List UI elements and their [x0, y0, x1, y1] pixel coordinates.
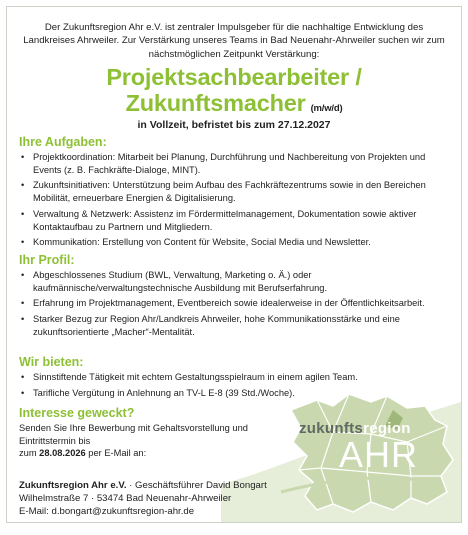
job-title — [7, 64, 461, 122]
ceo-name: · Geschäftsführer David Bongart — [129, 480, 267, 491]
section-heading: Ihr Profil: — [19, 253, 75, 267]
email-address: E-Mail: d.bongart@zukunftsregion-ahr.de — [19, 506, 195, 517]
section-heading: Ihre Aufgaben: — [19, 135, 107, 149]
section-heading: Wir bieten: — [19, 355, 84, 369]
intro-text: Der Zukunftsregion Ahr e.V. ist zentraler Impulsgeber für die nachhaltige Entwicklung des Landkreises Ahrweiler. Zur Verstärkung unseres Teams in Bad Neuenahr-Ahrweiler suchen wir zum nächstmöglichen Zeitpunkt Verstärkung: — [23, 22, 445, 60]
profile-list — [19, 269, 449, 339]
application-deadline: 28.08.2026 — [39, 448, 86, 458]
list-item: • Kommunikation: Erstellung von Content für Website, Social Media und Newsletter. — [19, 236, 449, 249]
list-item: • Tarifliche Vergütung in Anlehnung an TV-L E-8 (39 Std./Woche). — [19, 387, 449, 400]
job-ad-card — [6, 6, 462, 523]
address: Wilhelmstraße 7 · 53474 Bad Neuenahr-Ahrweiler — [19, 493, 232, 504]
employment-terms: in Vollzeit, befristet bis zum 27.12.2027 — [137, 119, 331, 131]
list-item: • Zukunftsinitiativen: Unterstützung beim Aufbau des Fachkräftezentrums sowie in den Bereichen Mobilität, erneuerbare Energien & Digitalisierung. — [19, 179, 449, 204]
section-profile — [19, 253, 449, 342]
section-tasks — [19, 135, 449, 252]
org-name: Zukunftsregion Ahr e.V. — [19, 480, 127, 491]
interest-block — [19, 406, 249, 460]
job-title-line1: Projektsachbearbeiter / — [106, 64, 362, 90]
logo-ahr: AHR — [339, 434, 419, 475]
job-title-line2: Zukunftsmacher — [125, 90, 306, 116]
logo-wordmark: zukunftsregion — [299, 420, 411, 437]
task-list — [19, 151, 449, 249]
interest-text: Senden Sie Ihre Bewerbung mit Gehaltsvorstellung und Eintrittstermin bis zum 28.08.2026 per E-Mail an: — [19, 423, 248, 458]
list-item: • Projektkoordination: Mitarbeit bei Planung, Durchführung und Nachbereitung von Projekten und Events (z. B. Fachkräfte-Dialoge, MINT). — [19, 151, 449, 176]
gender-suffix: (m/w/d) — [310, 103, 343, 114]
contact-footer — [19, 479, 267, 518]
list-item: • Sinnstiftende Tätigkeit mit echtem Gestaltungsspielraum in einem agilen Team. — [19, 371, 449, 384]
list-item: • Verwaltung & Netzwerk: Assistenz im Fördermittelmanagement, Dokumentation sowie aktiver Kontaktaufbau zu Partnern und Mitgliedern. — [19, 208, 449, 233]
list-item: • Starker Bezug zur Region Ahr/Landkreis Ahrweiler, hohe Kommunikationsstärke und eine zukunftsorientierte „Macher“-Mentalität. — [19, 313, 449, 338]
interest-heading: Interesse geweckt? — [19, 406, 135, 420]
list-item: • Erfahrung im Projektmanagement, Eventbereich sowie idealerweise in der Öffentlichkeitsarbeit. — [19, 297, 449, 310]
list-item: • Abgeschlossenes Studium (BWL, Verwaltung, Marketing o. Ä.) oder kaufmännische/verwaltungstechnische Ausbildung mit Berufserfahrung. — [19, 269, 449, 294]
